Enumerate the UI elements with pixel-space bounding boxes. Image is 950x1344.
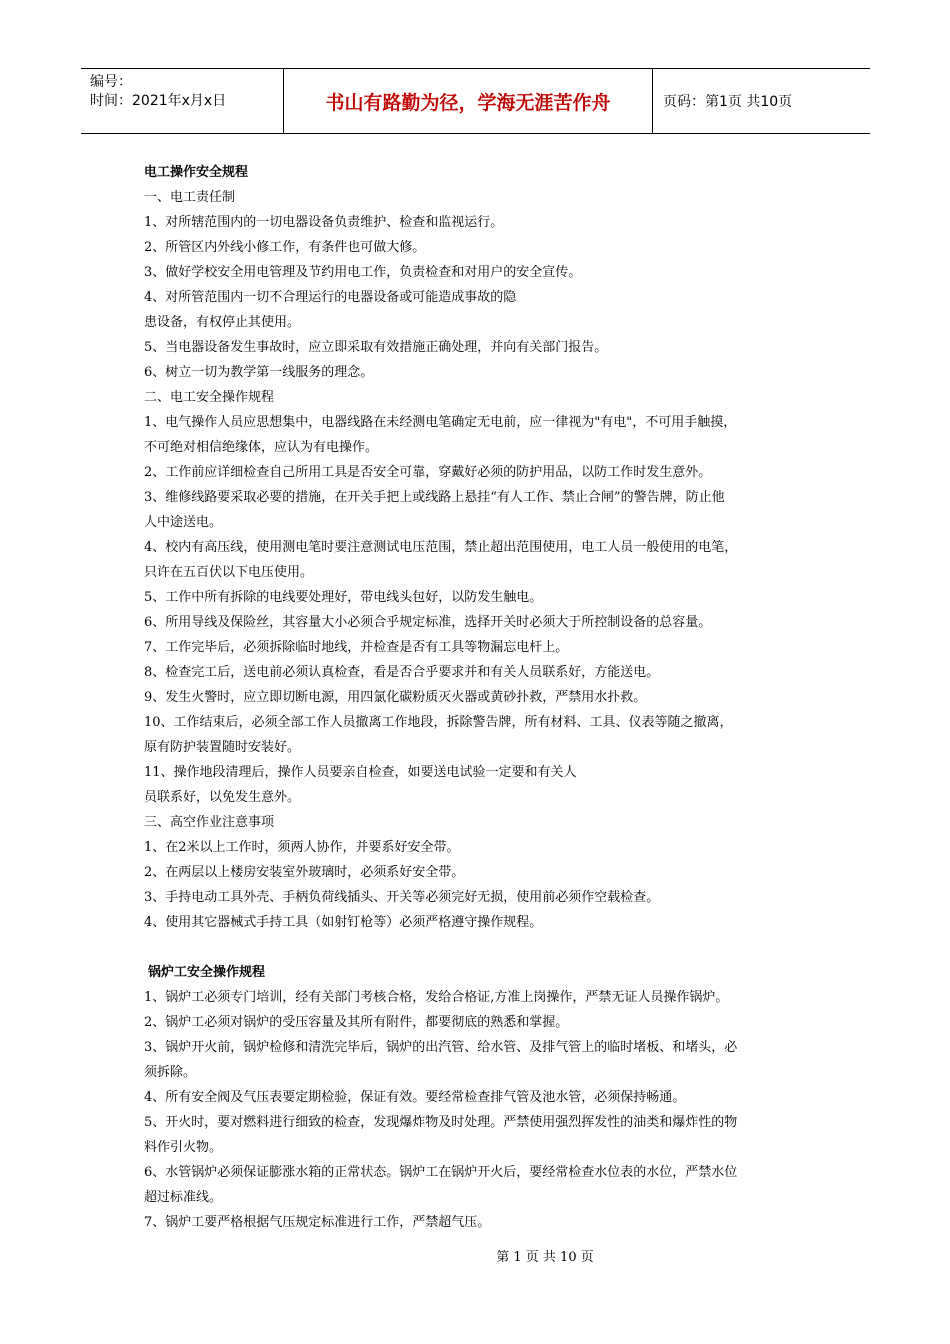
header-left-cell	[81, 69, 283, 133]
body-line: 5、工作中所有拆除的电线要处理好，带电线头包好，以防发生触电。	[144, 590, 543, 605]
body-line: 只许在五百伏以下电压使用。	[144, 565, 314, 580]
body-line: 8、检查完工后，送电前必须认真检查，看是否合乎要求并和有关人员联系好，方能送电。	[144, 665, 660, 680]
body-line: 患设备，有权停止其使用。	[144, 315, 301, 330]
body-line: 7、锅炉工要严格根据气压规定标准进行工作，严禁超气压。	[144, 1215, 491, 1230]
document-date-label: 时间：2021年x月x日	[90, 93, 227, 109]
body-line: 6、所用导线及保险丝，其容量大小必须合乎规定标准，选择开关时必须大于所控制设备的总容量。	[144, 615, 712, 630]
header-motto: 书山有路勤为径，学海无涯苦作舟	[283, 69, 653, 133]
body-line: 1、电气操作人员应思想集中，电器线路在未经测电笔确定无电前，应一律视为"有电"，不可用手触摸，	[144, 415, 737, 430]
body-line: 7、工作完毕后，必须拆除临时地线，并检查是否有工具等物漏忘电杆上。	[144, 640, 569, 655]
body-line: 11、操作地段清理后，操作人员要亲自检查，如要送电试验一定要和有关人	[144, 765, 577, 780]
body-line: 10、工作结束后，必须全部工作人员撤离工作地段，拆除警告牌，所有材料、工具、仪表等随之撤离，	[144, 715, 733, 730]
page-footer: 第 1 页 共 10 页	[496, 1250, 594, 1265]
body-line: 4、校内有高压线，使用测电笔时要注意测试电压范围，禁止超出范围使用，电工人员一般使用的电笔，	[144, 540, 738, 555]
body-line: 须拆除。	[144, 1065, 197, 1080]
body-line: 1、锅炉工必须专门培训，经有关部门考核合格，发给合格证,方准上岗操作，严禁无证人员操作锅炉。	[144, 990, 729, 1005]
body-line: 人中途送电。	[144, 515, 223, 530]
body-line: 3、做好学校安全用电管理及节约用电工作，负责检查和对用户的安全宣传。	[144, 265, 582, 280]
body-line: 原有防护装置随时安装好。	[144, 740, 301, 755]
body-line: 5、当电器设备发生事故时，应立即采取有效措施正确处理，并向有关部门报告。	[144, 340, 608, 355]
body-line: 1、对所辖范围内的一切电器设备负责维护、检查和监视运行。	[144, 215, 504, 230]
body-line: 三、高空作业注意事项	[144, 815, 275, 830]
body-line: 不可绝对相信绝缘体，应认为有电操作。	[144, 440, 379, 455]
body-line: 2、锅炉工必须对锅炉的受压容量及其所有附件，都要彻底的熟悉和掌握。	[144, 1015, 569, 1030]
document-body	[144, 160, 816, 1235]
section-spacer	[144, 935, 816, 960]
page-header	[81, 68, 870, 134]
body-line: 员联系好，以免发生意外。	[144, 790, 301, 805]
section-title: 电工操作安全规程	[144, 165, 249, 180]
body-line: 料作引火物。	[144, 1140, 223, 1155]
body-line: 4、对所管范围内一切不合理运行的电器设备或可能造成事故的隐	[144, 290, 517, 305]
body-line: 一、电工责任制	[144, 190, 236, 205]
body-line: 3、锅炉开火前，锅炉检修和清洗完毕后，锅炉的出汽管、给水管、及排气管上的临时堵板、和堵头，必	[144, 1040, 738, 1055]
body-line: 二、电工安全操作规程	[144, 390, 275, 405]
body-line: 6、树立一切为教学第一线服务的理念。	[144, 365, 374, 380]
section-title: 锅炉工安全操作规程	[148, 965, 266, 980]
body-line: 6、水管锅炉必须保证膨涨水箱的正常状态。锅炉工在锅炉开火后，要经常检查水位表的水位，严禁水位	[144, 1165, 738, 1180]
body-line: 3、手持电动工具外壳、手柄负荷线插头、开关等必须完好无损，使用前必须作空载检查。	[144, 890, 660, 905]
document-number-label: 编号：	[90, 74, 132, 90]
body-line: 9、发生火警时，应立即切断电源，用四氯化碳粉质灭火器或黄砂扑救，严禁用水扑救。	[144, 690, 647, 705]
body-line: 5、开火时，要对燃料进行细致的检查，发现爆炸物及时处理。严禁使用强烈挥发性的油类和爆炸性的物	[144, 1115, 738, 1130]
body-line: 4、所有安全阀及气压表要定期检验，保证有效。要经常检查排气管及池水管，必须保持畅通。	[144, 1090, 686, 1105]
body-line: 超过标准线。	[144, 1190, 223, 1205]
header-page-info: 页码：第1页 共10页	[663, 94, 793, 110]
body-line: 2、工作前应详细检查自己所用工具是否安全可靠，穿戴好必须的防护用品，以防工作时发生意外。	[144, 465, 712, 480]
body-line: 2、所管区内外线小修工作，有条件也可做大修。	[144, 240, 426, 255]
body-line: 1、在2米以上工作时，须两人协作，并要系好安全带。	[144, 840, 460, 855]
body-line: 4、使用其它器械式手持工具（如射钉枪等）必须严格遵守操作规程。	[144, 915, 543, 930]
body-line: 2、在两层以上楼房安装室外玻璃时，必须系好安全带。	[144, 865, 465, 880]
body-line: 3、维修线路要采取必要的措施，在开关手把上或线路上悬挂“有人工作、禁止合闸”的警告牌，防止他	[144, 490, 725, 505]
